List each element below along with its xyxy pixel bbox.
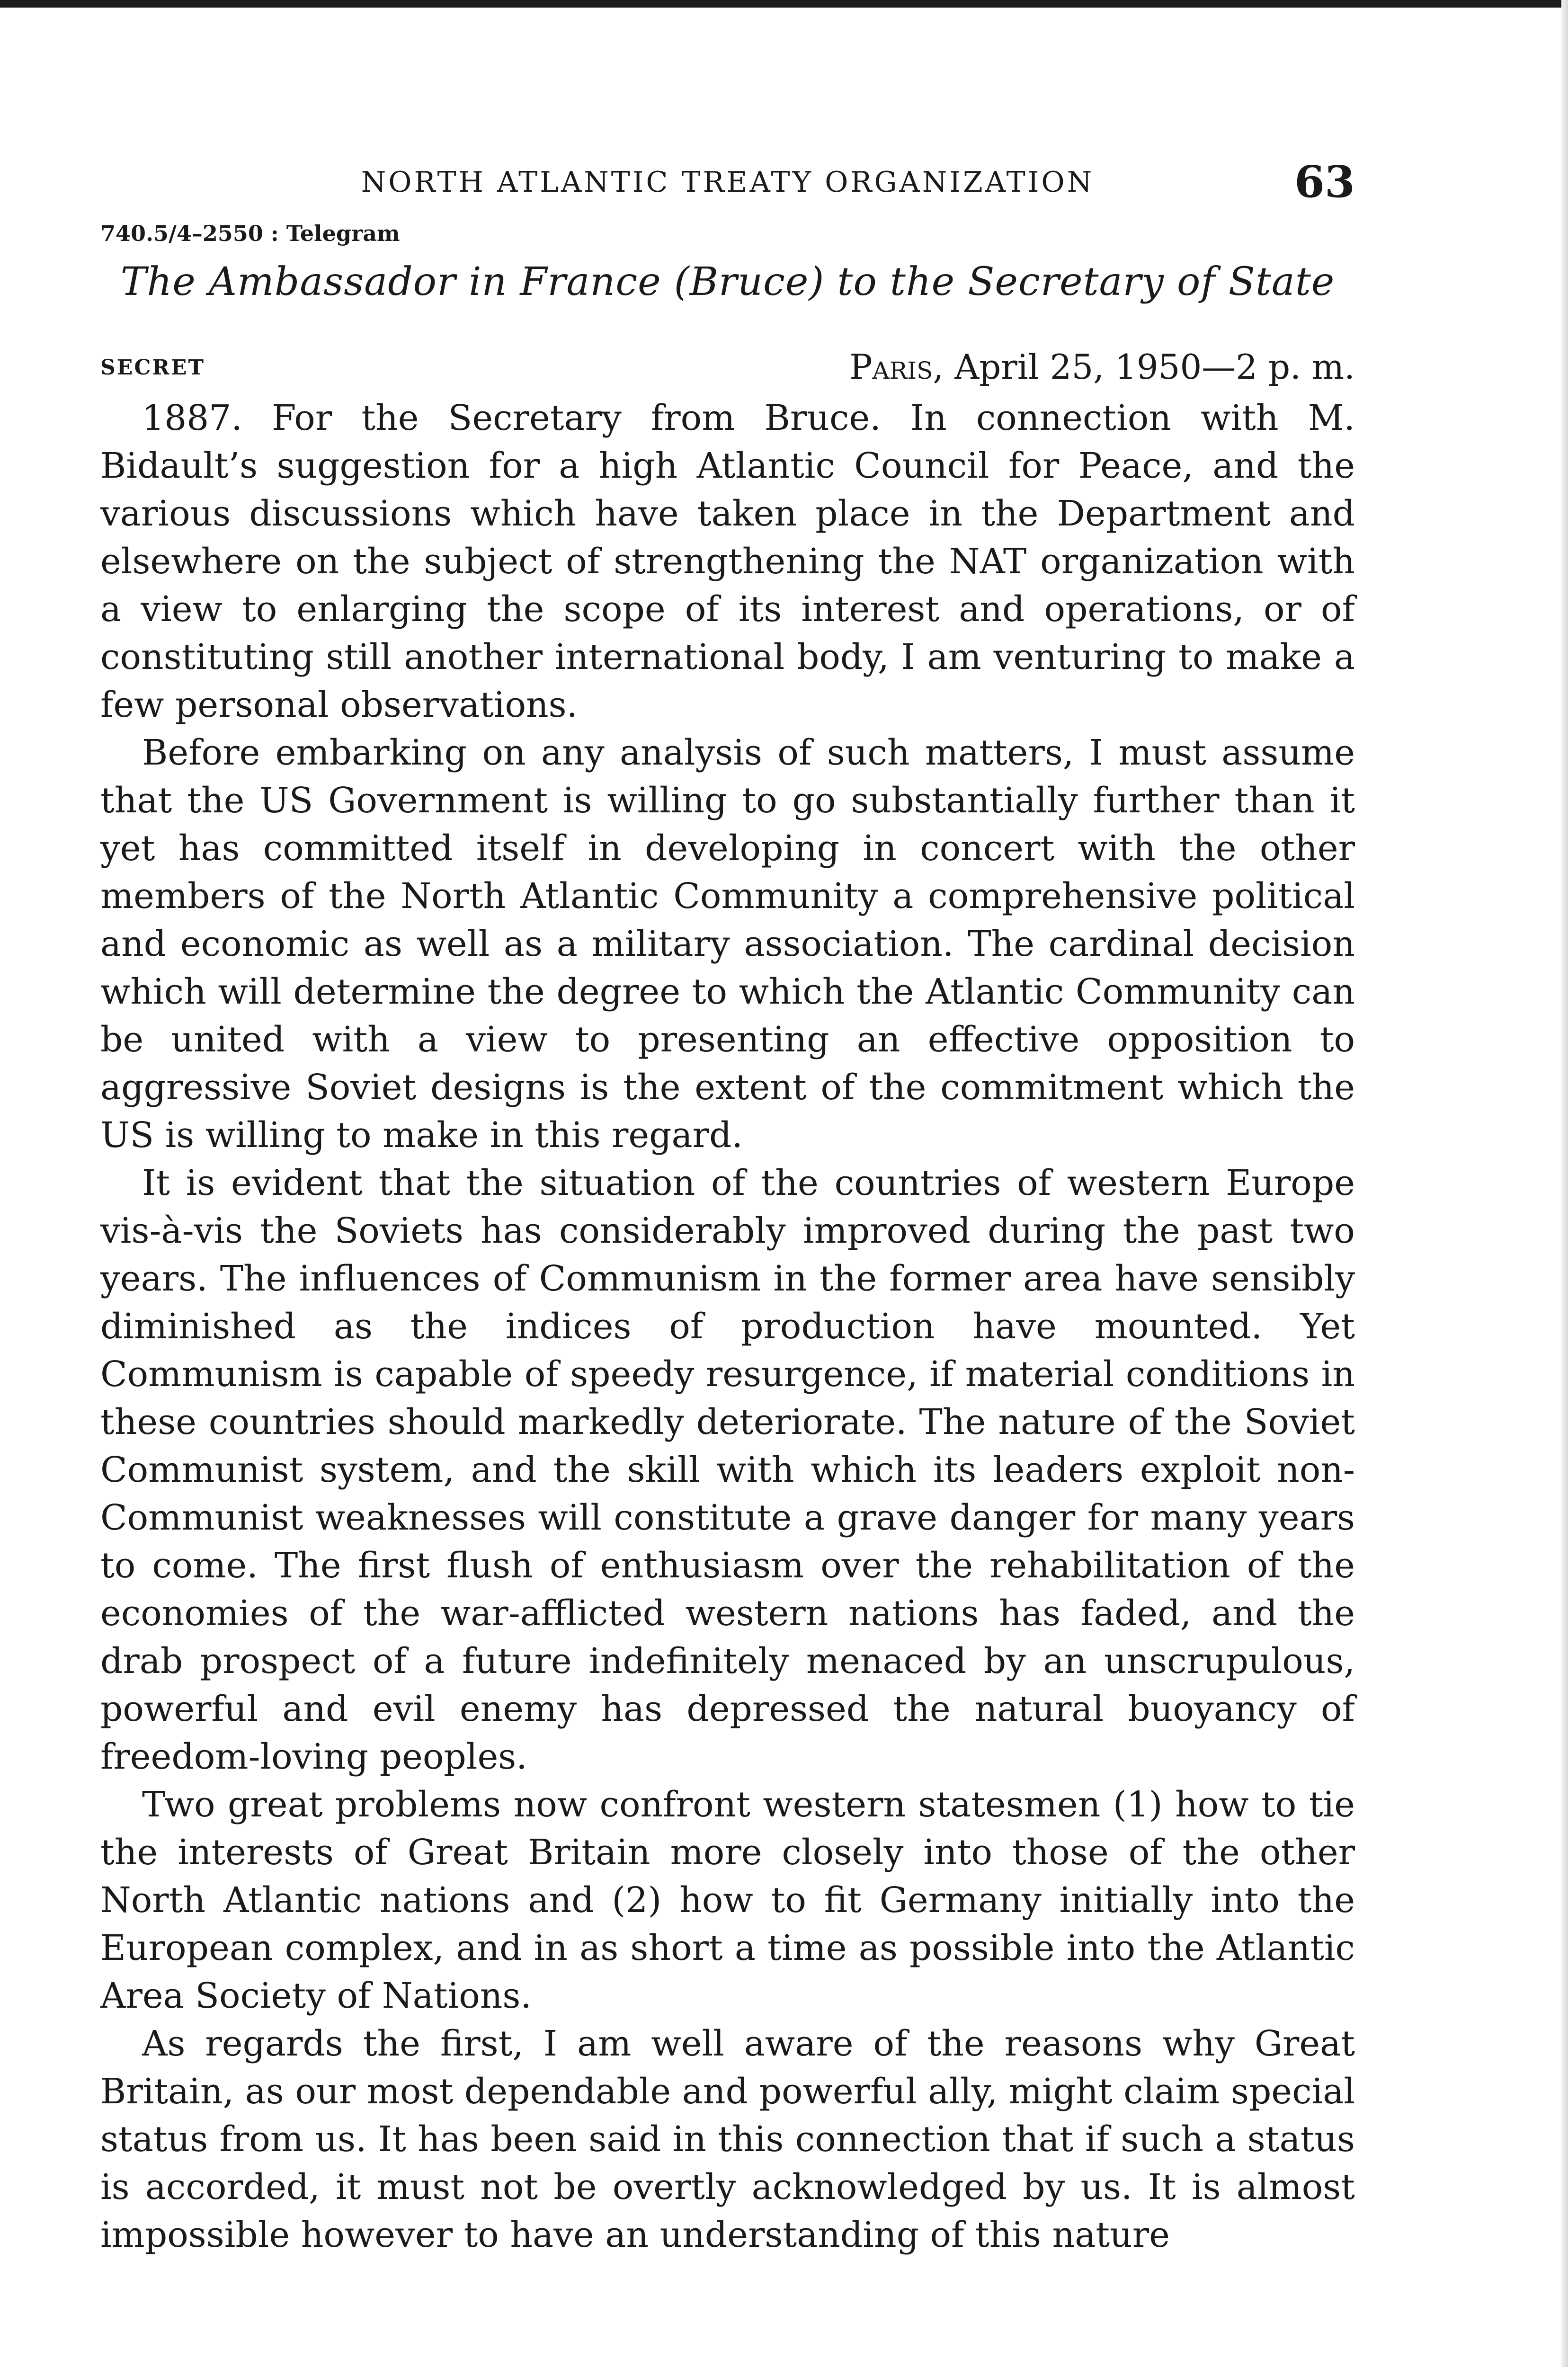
paragraph: Two great problems now confront western statesmen (1) how to tie the interests of Great Britain more closely into those of the other North Atlantic nations and (2) how to fit Germany initially into the European complex, and in as short a time as possible into the Atlantic Area Society of Nations.: [100, 1784, 1355, 2016]
file-reference: 740.5/4–2550 : Telegram: [100, 221, 400, 246]
running-head: [100, 156, 1355, 218]
page-edge-shadow: [1561, 0, 1568, 2367]
telegram-body: [100, 394, 1355, 2259]
dateline-city: Paris,: [849, 347, 944, 387]
paragraph: As regards the first, I am well aware of the reasons why Great Britain, as our most dependable and powerful ally, might claim special status from us. It has been said in this connection that if such a status is accorded, it must not be overtly acknowledged by us. It is almost impossible however to have an understanding of this nature: [100, 2023, 1355, 2255]
document-page: [100, 156, 1355, 2259]
dateline: [849, 347, 1355, 387]
running-head-title: NORTH ATLANTIC TREATY ORGANIZATION: [361, 166, 1095, 199]
paragraph: It is evident that the situation of the countries of western Europe vis-à-vis the Soviets has considerably improved during the past two years. The influences of Communism in the former area have sensibly diminished as the indices of production have mounted. Yet Communism is capable of speedy resurgence, if material conditions in these countries should markedly deteriorate. The nature of the Soviet Communist system, and the skill with which its leaders exploit non-Communist weaknesses will constitute a grave danger for many years to come. The first flush of enthusiasm over the rehabilitation of the economies of the war-afflicted western nations has faded, and the drab prospect of a future indefinitely menaced by an unscrupulous, powerful and evil enemy has depressed the natural buoyancy of freedom-loving peoples.: [100, 1163, 1355, 1777]
document-header-line: [100, 347, 1355, 394]
paragraph: 1887. For the Secretary from Bruce. In connection with M. Bidault’s suggestion for a high Atlantic Council for Peace, and the various discussions which have taken place in the Department and elsewhere on the subject of strengthening the NAT organization with a view to enlarging the scope of its interest and operations, or of constituting still another international body, I am venturing to make a few personal observations.: [100, 398, 1355, 725]
classification-label: SECRET: [100, 356, 205, 380]
paragraph: Before embarking on any analysis of such matters, I must assume that the US Government is willing to go substantially further than it yet has committed itself in developing in concert with the other members of the North Atlantic Community a comprehensive political and economic as well as a military association. The cardinal decision which will determine the degree to which the Atlantic Community can be united with a view to presenting an effective opposition to aggressive Soviet designs is the extent of the commitment which the US is willing to make in this regard.: [100, 732, 1355, 1156]
top-border-rule: [0, 0, 1568, 8]
document-title: The Ambassador in France (Bruce) to the Secretary of State: [120, 259, 1335, 304]
page-number: 63: [1294, 156, 1355, 207]
dateline-date: April 25, 1950—2 p. m.: [954, 347, 1355, 387]
